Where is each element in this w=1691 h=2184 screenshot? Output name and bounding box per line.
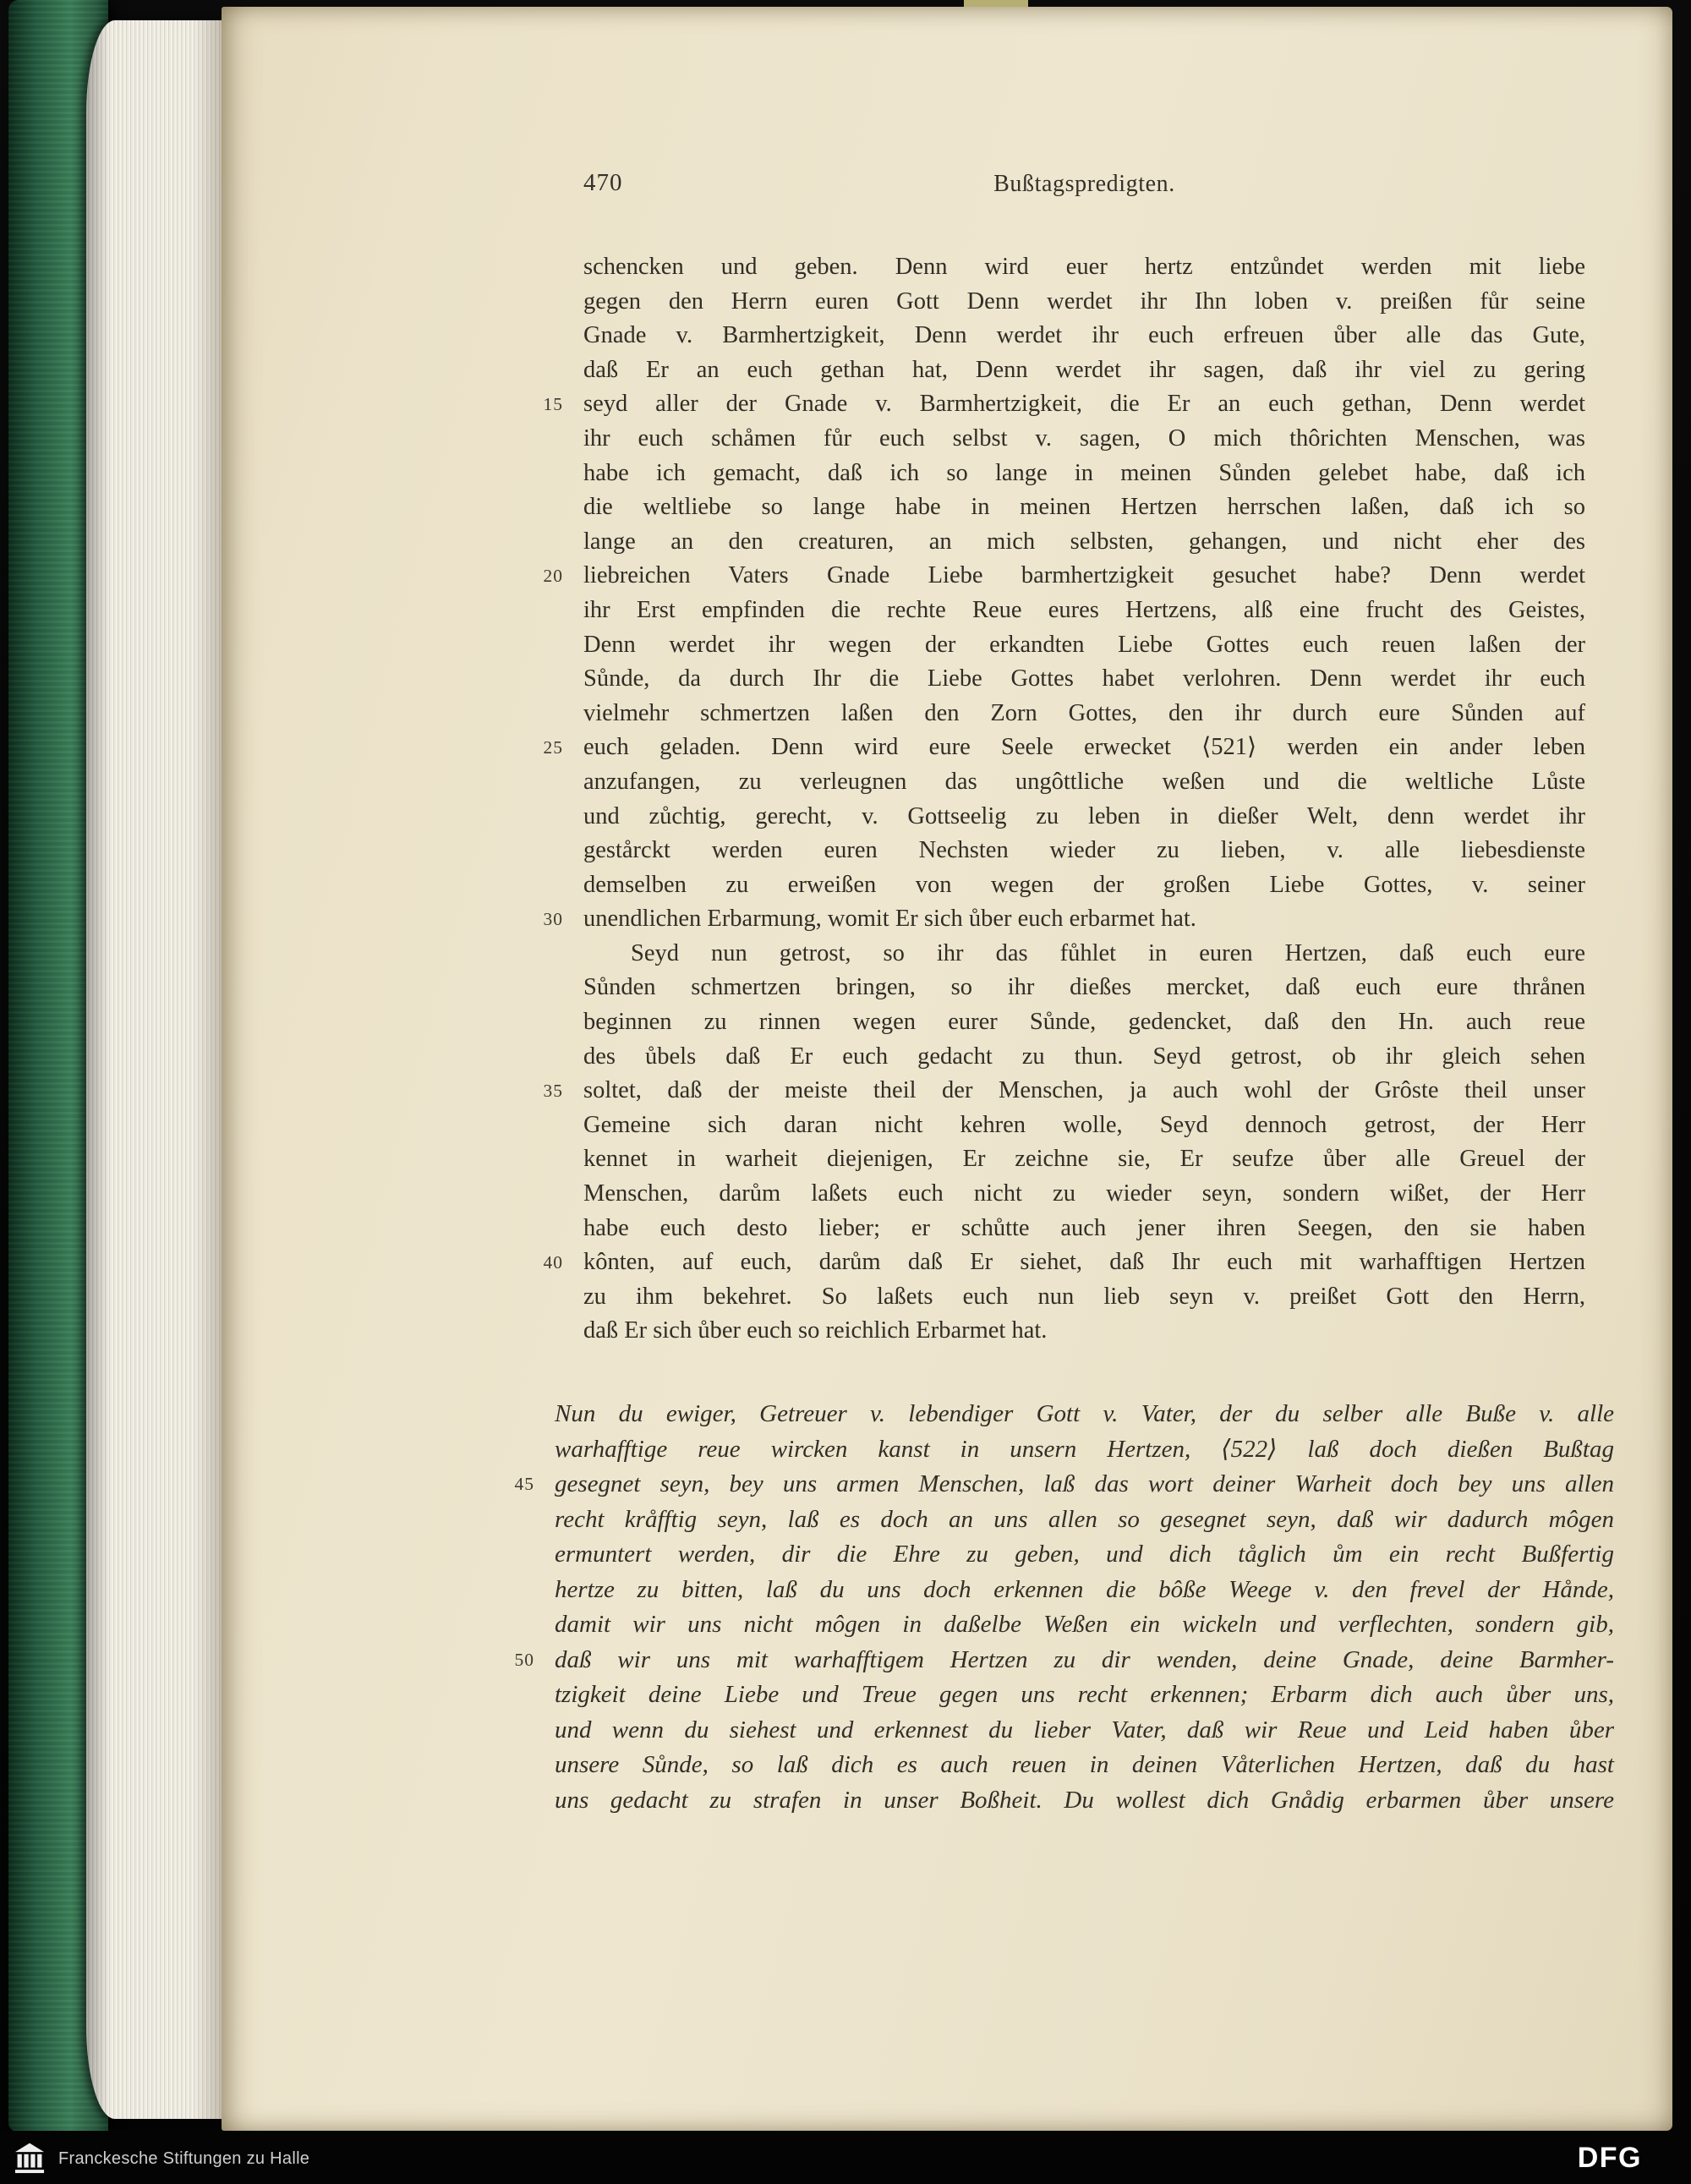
text-line	[514, 1467, 1614, 1503]
footer-left	[12, 2141, 309, 2176]
line-text: ihr Erst empfinden die rechte Reue eures Hertzens, alß eine frucht des Geistes,	[583, 596, 1585, 623]
text-line	[543, 731, 1585, 765]
line-text: lange an den creaturen, an mich selbsten, gehangen, und nicht eher des	[583, 528, 1585, 555]
margin-line-number: 15	[543, 394, 563, 415]
text-line	[583, 628, 1585, 663]
text-line	[543, 387, 1585, 422]
margin-line-number: 35	[543, 1081, 563, 1102]
line-text: anzufangen, zu verleugnen das ungôttliche weßen und die weltliche Lůste	[583, 768, 1585, 795]
line-text: demselben zu erweißen von wegen der großen Liebe Gottes, v. seiner	[583, 871, 1585, 898]
line-text: des ůbels daß Er euch gedacht zu thun. Seyd getrost, ob ihr gleich sehen	[583, 1043, 1585, 1070]
text-line	[514, 1643, 1614, 1678]
text-line	[583, 353, 1585, 388]
text-line	[555, 1503, 1614, 1538]
line-text: gegen den Herrn euren Gott Denn werdet ihr Ihn loben v. preißen fůr seine	[583, 287, 1585, 315]
text-line	[583, 319, 1585, 353]
text-line	[583, 525, 1585, 560]
text-line	[583, 868, 1585, 903]
text-line	[583, 1108, 1585, 1143]
text-line	[583, 422, 1585, 457]
book-page	[222, 7, 1672, 2131]
text-line	[555, 1713, 1614, 1749]
line-text: warhafftige reue wircken kanst in unsern Hertzen, ⟨522⟩ laß doch dießen Bußtag	[555, 1435, 1614, 1463]
text-line	[583, 971, 1585, 1005]
line-text: daß wir uns mit warhafftigem Hertzen zu dir wenden, deine Gnade, deine Barmher-	[555, 1645, 1614, 1673]
line-text: Gnade v. Barmhertzigkeit, Denn werdet ihr euch erfreuen ůber alle das Gute,	[583, 322, 1585, 349]
paragraph	[514, 1397, 1614, 1818]
paragraph	[543, 250, 1585, 937]
line-text: daß Er sich ůber euch so reichlich Erbarmet hat.	[583, 1317, 1048, 1344]
line-text: habe euch desto lieber; er schůtte auch jener ihren Seegen, den sie haben	[583, 1214, 1585, 1241]
text-line	[583, 490, 1585, 525]
text-line	[583, 697, 1585, 731]
line-text: Sůnden schmertzen bringen, so ihr dießes mercket, daß euch eure thrånen	[583, 974, 1585, 1001]
text-line	[583, 1005, 1585, 1040]
text-line	[555, 1607, 1614, 1643]
line-text: unendlichen Erbarmung, womit Er sich ůber euch erbarmet hat.	[583, 906, 1196, 933]
dfg-logo: DFG	[1577, 2142, 1642, 2174]
line-text: damit wir uns nicht môgen in daßelbe Weßen ein wickeln und verflechten, sondern gib,	[555, 1611, 1614, 1638]
text-line	[555, 1678, 1614, 1713]
line-text: seyd aller der Gnade v. Barmhertzigkeit, die Er an euch gethan, Denn werdet	[583, 391, 1585, 418]
line-text: uns gedacht zu strafen in unser Boßheit. Du wollest dich Gnådig erbarmen ůber unsere	[555, 1786, 1614, 1814]
line-text: kônten, auf euch, darům daß Er siehet, daß Ihr euch mit warhafftigen Hertzen	[583, 1249, 1585, 1276]
text-line	[555, 1432, 1614, 1468]
franckesche-stiftungen-logo-icon	[12, 2141, 47, 2176]
line-text: gesegnet seyn, bey uns armen Menschen, laß das wort deiner Warheit doch bey uns allen	[555, 1470, 1614, 1497]
page-number: 470	[583, 169, 623, 196]
margin-line-number: 45	[514, 1474, 534, 1494]
institution-name: Franckesche Stiftungen zu Halle	[58, 2148, 310, 2168]
page-edges	[86, 20, 232, 2119]
line-text: soltet, daß der meiste theil der Menschen, ja auch wohl der Grôste theil unser	[583, 1077, 1585, 1104]
margin-line-number: 25	[543, 737, 563, 758]
text-line	[583, 1314, 1585, 1349]
line-text: Sůnde, da durch Ihr die Liebe Gottes habet verlohren. Denn werdet ihr euch	[583, 665, 1585, 692]
text-line	[543, 1245, 1585, 1280]
text-line	[583, 1280, 1585, 1315]
line-text: daß Er an euch gethan hat, Denn werdet ihr sagen, daß ihr viel zu gering	[583, 356, 1585, 383]
line-text: Nun du ewiger, Getreuer v. lebendiger Gott v. Vater, der du selber alle Buße v. alle	[555, 1400, 1614, 1427]
line-text: ihr euch schåmen fůr euch selbst v. sagen, O mich thôrichten Menschen, was	[583, 424, 1585, 452]
text-line	[583, 662, 1585, 697]
text-line	[583, 457, 1585, 491]
paragraph	[543, 937, 1585, 1349]
page-header	[583, 169, 1585, 208]
margin-line-number: 50	[514, 1649, 534, 1670]
line-text: Gemeine sich daran nicht kehren wolle, Seyd dennoch getrost, der Herr	[583, 1111, 1585, 1138]
line-text: gestårckt werden euren Nechsten wieder zu lieben, v. alle liebesdienste	[583, 837, 1585, 864]
line-text: unsere Sůnde, so laß dich es auch reuen in deinen Våterlichen Hertzen, daß du hast	[555, 1751, 1614, 1778]
line-text: vielmehr schmertzen laßen den Zorn Gottes, den ihr durch eure Sůnden auf	[583, 699, 1585, 726]
margin-line-number: 40	[543, 1252, 563, 1273]
text-line	[583, 250, 1585, 285]
line-text: tzigkeit deine Liebe und Treue gegen uns recht erkennen; Erbarm dich auch ůber uns,	[555, 1681, 1614, 1708]
text-line	[583, 765, 1585, 800]
footer-bar	[0, 2131, 1691, 2184]
text-line	[583, 937, 1585, 972]
text-line	[583, 1177, 1585, 1212]
line-text: habe ich gemacht, daß ich so lange in meinen Sůnden gelebet habe, daß ich	[583, 459, 1585, 486]
line-text: hertze zu bitten, laß du uns doch erkennen die bôße Weege v. den frevel der Hånde,	[555, 1575, 1614, 1603]
line-text: schencken und geben. Denn wird euer hertz entzůndet werden mit liebe	[583, 254, 1585, 280]
text-line	[583, 594, 1585, 628]
line-text: liebreichen Vaters Gnade Liebe barmhertzigkeit gesuchet habe? Denn werdet	[583, 562, 1585, 589]
text-line	[555, 1537, 1614, 1573]
line-text: euch geladen. Denn wird eure Seele erwecket ⟨521⟩ werden ein ander leben	[583, 734, 1585, 761]
margin-line-number: 20	[543, 566, 563, 587]
text-block	[514, 250, 1614, 1818]
text-line	[583, 285, 1585, 320]
line-text: Menschen, darům laßets euch nicht zu wieder seyn, sondern wißet, der Herr	[583, 1180, 1585, 1207]
text-line	[583, 1040, 1585, 1075]
text-line	[583, 834, 1585, 868]
line-text: recht kråfftig seyn, laß es doch an uns allen so gesegnet seyn, daß wir dadurch môgen	[555, 1505, 1614, 1533]
line-text: und wenn du siehest und erkennest du lieber Vater, daß wir Reue und Leid haben ůber	[555, 1716, 1614, 1743]
line-text: beginnen zu rinnen wegen eurer Sůnde, gedencket, daß den Hn. auch reue	[583, 1009, 1585, 1036]
line-text: die weltliebe so lange habe in meinen Hertzen herrschen laßen, daß ich so	[583, 494, 1585, 521]
text-line	[555, 1783, 1614, 1819]
text-line	[543, 1074, 1585, 1108]
text-line	[555, 1397, 1614, 1432]
line-text: zu ihm bekehret. So laßets euch nun lieb seyn v. preißet Gott den Herrn,	[583, 1283, 1585, 1310]
text-line	[583, 1142, 1585, 1177]
line-text: und zůchtig, gerecht, v. Gottseelig zu leben in dießer Welt, denn werdet ihr	[583, 802, 1585, 829]
line-text: ermuntert werden, dir die Ehre zu geben, und dich tåglich ům ein recht Bußfertig	[555, 1541, 1614, 1568]
text-line	[583, 1212, 1585, 1246]
text-line	[543, 902, 1585, 937]
text-line	[555, 1748, 1614, 1783]
text-line	[555, 1573, 1614, 1608]
running-title: Bußtagspredigten.	[993, 171, 1175, 197]
text-line	[583, 800, 1585, 835]
line-text: Denn werdet ihr wegen der erkandten Liebe Gottes euch reuen laßen der	[583, 631, 1585, 658]
line-text: kennet in warheit diejenigen, Er zeichne sie, Er seufze ůber alle Greuel der	[583, 1146, 1585, 1173]
text-line	[543, 559, 1585, 594]
margin-line-number: 30	[543, 909, 563, 930]
line-text: Seyd nun getrost, so ihr das fůhlet in euren Hertzen, daß euch eure	[631, 939, 1585, 966]
